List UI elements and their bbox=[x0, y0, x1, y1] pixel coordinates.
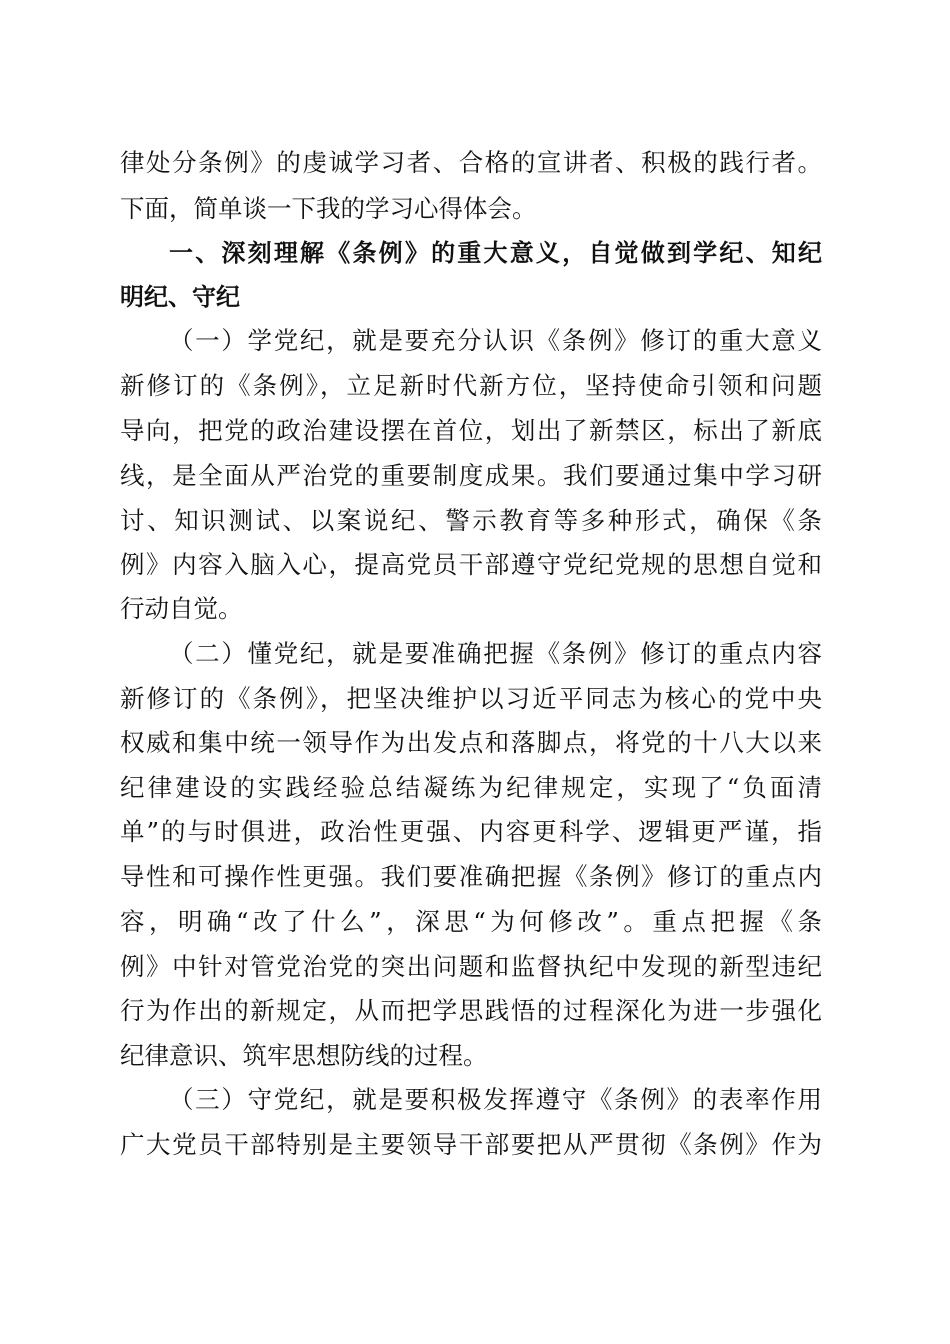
para-2-line-6: 容，明确“改了什么”，深思“为何修改”。重点把握《条 bbox=[120, 907, 822, 936]
para-1-line-1: 新修订的《条例》，立足新时代新方位，坚持使命引领和问题 bbox=[120, 371, 822, 400]
para-3-line-1: 广大党员干部特别是主要领导干部要把从严贯彻《条例》作为 bbox=[120, 1130, 822, 1159]
para-2-line-5: 导性和可操作性更强。我们要准确把握《条例》修订的重点内 bbox=[120, 862, 822, 891]
para-2-line-9: 纪律意识、筑牢思想防线的过程。 bbox=[120, 1041, 488, 1070]
para-1-line-3: 线，是全面从严治党的重要制度成果。我们要通过集中学习研 bbox=[120, 461, 822, 490]
para-2-line-8: 行为作出的新规定，从而把学思践悟的过程深化为进一步强化 bbox=[120, 996, 822, 1025]
para-1-line-6: 行动自觉。 bbox=[120, 594, 243, 623]
body-line-2: 下面，简单谈一下我的学习心得体会。 bbox=[120, 194, 537, 223]
subheading-3: （三）守党纪，就是要积极发挥遵守《条例》的表率作用 bbox=[169, 1085, 822, 1114]
para-1-line-2: 导向，把党的政治建设摆在首位，划出了新禁区，标出了新底 bbox=[120, 416, 822, 445]
subheading-2: （二）懂党纪，就是要准确把握《条例》修订的重点内容 bbox=[169, 639, 822, 668]
body-line-1: 律处分条例》的虔诚学习者、合格的宣讲者、积极的践行者。 bbox=[120, 148, 822, 177]
subheading-1: （一）学党纪，就是要充分认识《条例》修订的重大意义 bbox=[169, 326, 822, 355]
para-2-line-4: 单”的与时俱进，政治性更强、内容更科学、逻辑更严谨，指 bbox=[120, 817, 822, 846]
para-1-line-4: 讨、知识测试、以案说纪、警示教育等多种形式，确保《条 bbox=[120, 506, 822, 535]
section-heading-1: 一、深刻理解《条例》的重大意义，自觉做到学纪、知纪 bbox=[169, 239, 822, 267]
para-2-line-3: 纪律建设的实践经验总结凝练为纪律规定，实现了“负面清 bbox=[120, 773, 822, 802]
para-2-line-2: 权威和集中统一领导作为出发点和落脚点，将党的十八大以来 bbox=[120, 728, 822, 757]
para-1-line-5: 例》内容入脑入心，提高党员干部遵守党纪党规的思想自觉和 bbox=[120, 550, 822, 579]
para-2-line-7: 例》中针对管党治党的突出问题和监督执纪中发现的新型违纪 bbox=[120, 952, 822, 981]
para-2-line-1: 新修订的《条例》，把坚决维护以习近平同志为核心的党中央 bbox=[120, 684, 822, 713]
section-heading-1-cont: 明纪、守纪 bbox=[120, 283, 240, 311]
